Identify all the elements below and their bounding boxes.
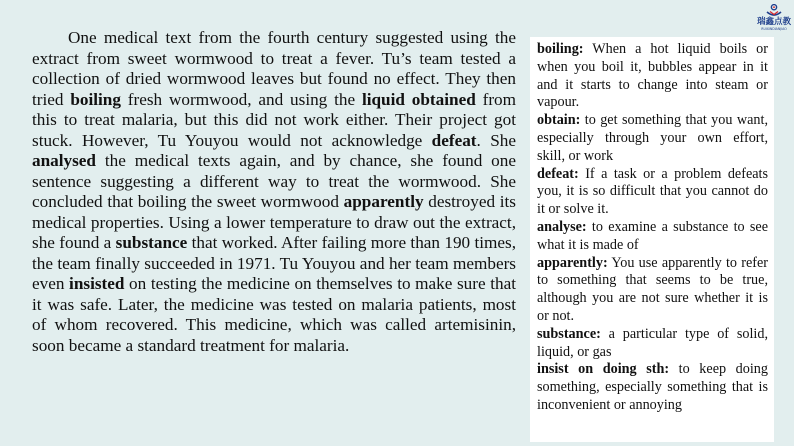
glossary-definition: to get something that you want, especially through your own effort, skill, or work <box>537 112 768 164</box>
passage-text: on testing the medicine on themselves to make sure that it was safe. Later, the medicine was tested on malaria patients, most of whom recovered. This medicine, which was called artemisinin, soon became a standard treatment for malaria. <box>32 274 516 355</box>
keyword-liquid-obtained: liquid obtained <box>361 89 476 109</box>
glossary-term: obtain: <box>537 112 581 129</box>
passage-text: fresh wormwood, and using the <box>120 89 362 109</box>
logo-name-cn: 瑞鑫点教 <box>756 17 791 27</box>
glossary-panel <box>530 37 774 442</box>
glossary-term: apparently: <box>537 254 608 271</box>
passage-text: . She <box>476 130 516 150</box>
glossary-entry <box>537 326 768 362</box>
glossary-definition: to keep doing something, especially something that is inconvenient or annoying <box>537 361 768 413</box>
glossary-term: substance: <box>537 325 601 342</box>
keyword-analysed: analysed <box>32 151 96 170</box>
glossary-entry <box>537 255 768 326</box>
keyword-substance: substance <box>115 233 188 252</box>
passage-text: that worked. After failing more than 190 times, the team finally succeeded in 1971. Tu Youyou and her team members even <box>32 233 516 293</box>
reading-passage <box>32 28 516 356</box>
glossary-entry <box>537 41 768 112</box>
glossary-definition: You use apparently to refer to something that seems to be true, although you are not sure whether it is or not. <box>537 254 768 324</box>
glossary-entry <box>537 219 768 255</box>
ruixin-logo-icon <box>766 4 782 18</box>
keyword-defeat: defeat <box>431 130 477 150</box>
passage-text: destroyed its medical properties. Using a lower temperature to draw out the extract, she found a <box>32 192 516 252</box>
brand-logo <box>754 4 794 38</box>
glossary-term: analyse: <box>537 218 587 235</box>
passage-text: from this to treat malaria, but this did not work either. Their project got stuck. However, Tu Youyou would not acknowledge <box>32 89 517 150</box>
passage-text: the medical texts again, and by chance, she found one sentence suggesting a different way to treat the wormwood. She concluded that boiling the sweet wormwood <box>32 151 516 211</box>
keyword-apparently: apparently <box>343 192 424 211</box>
glossary-entry <box>537 361 768 414</box>
keyword-insisted: insisted <box>69 274 125 293</box>
glossary-definition: If a task or a problem defeats you, it is so difficult that you cannot do it or solve it. <box>537 165 768 218</box>
glossary-term: defeat: <box>537 165 579 182</box>
glossary-definition: a particular type of solid, liquid, or gas <box>537 325 768 360</box>
glossary-definition: When a hot liquid boils or when you boil it, bubbles appear in it and it starts to change into steam or vapour. <box>537 41 768 111</box>
keyword-boiling: boiling <box>70 89 121 109</box>
glossary-term: insist on doing sth: <box>537 361 670 378</box>
glossary-term: boiling: <box>537 41 584 57</box>
logo-name-en: RUIXINDIANJIAO <box>761 27 787 31</box>
glossary-entry <box>537 112 768 165</box>
passage-text: One medical text from the fourth century suggested using the extract from sweet wormwood to treat a fever. Tu’s team tested a collection of dried wormwood leaves but found no effect. They then tried <box>32 28 516 109</box>
glossary-definition: to examine a substance to see what it is made of <box>537 218 768 253</box>
glossary-entry <box>537 166 768 219</box>
